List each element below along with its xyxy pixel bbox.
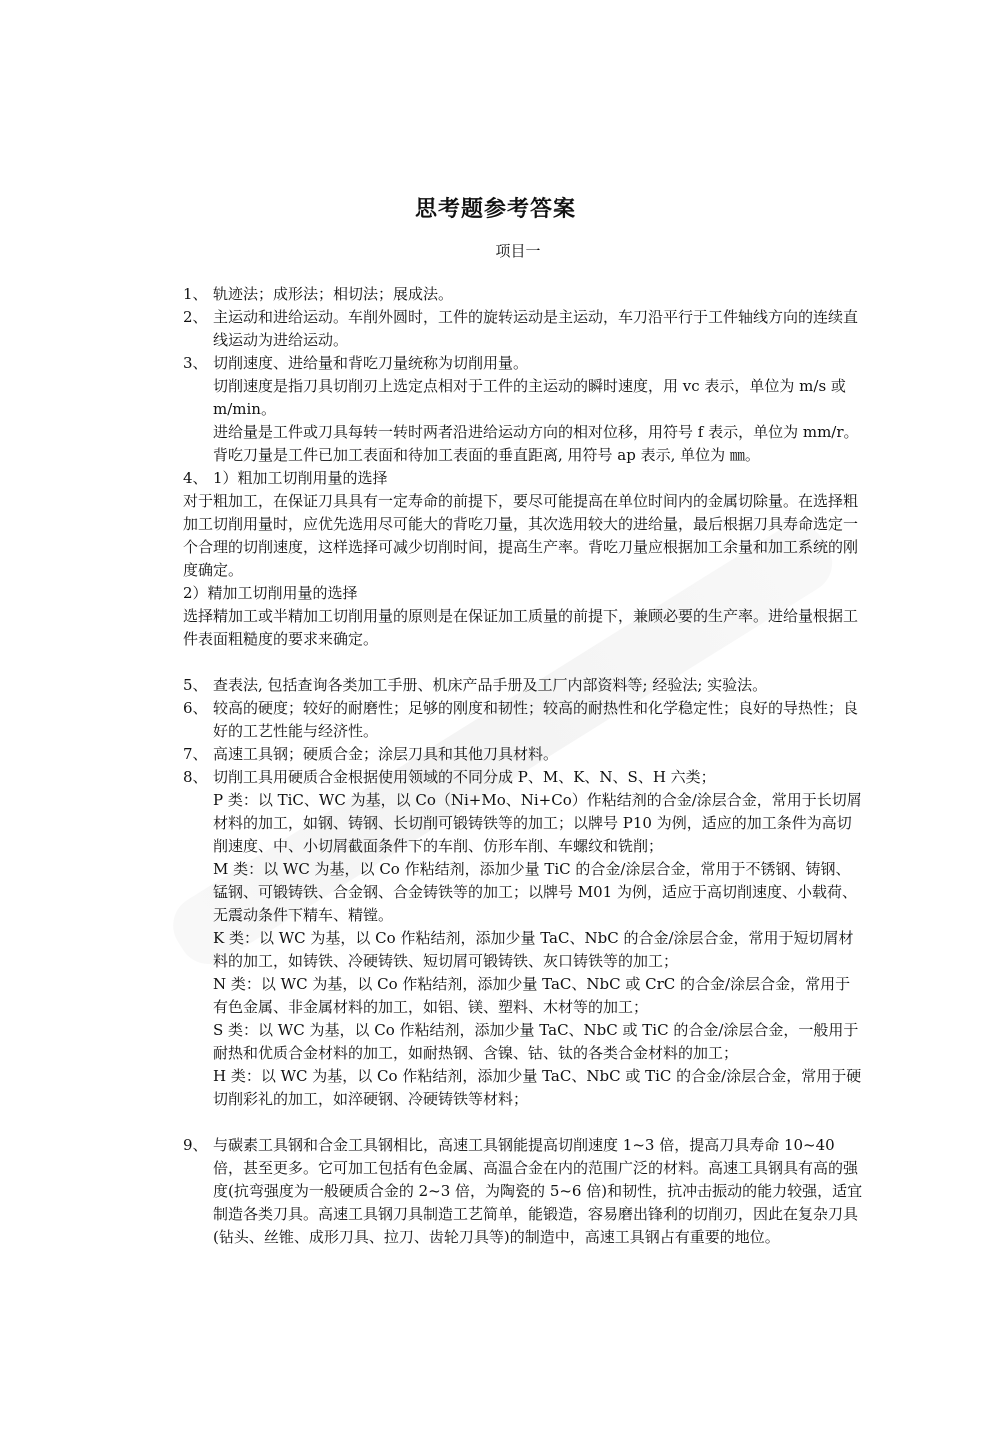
item-number: 1、 bbox=[183, 285, 208, 303]
feed-paragraph: 进给量是工件或刀具每转一转时两者沿进给运动方向的相对位移，用符号 f 表示，单位为 mm/r。 bbox=[213, 423, 859, 441]
class-h-paragraph: H 类：以 WC 为基，以 Co 作粘结剂，添加少量 TaC、NbC 或 TiC 的合金/涂层合金，常用于硬切削彩礼的加工，如淬硬钢、冷硬铸铁等材料； bbox=[213, 1067, 862, 1108]
item-text: 与碳素工具钢和合金工具钢相比，高速工具钢能提高切削速度 1~3 倍，提高刀具寿命 10~40 倍，甚至更多。它可加工包括有色金属、高温合金在内的范围广泛的材料。高速工具钢具有高的强度(抗弯强度为一般硬质合金的 2~3 倍，为陶瓷的 5~6 倍)和韧性，抗冲击振动的能力较强，适宜制造各类刀具。高速工具钢刀具制造工艺简单，能锻造，容易磨出锋利的切削刃，因此在复杂刀具(钻头、丝锥、成形刀具、拉刀、齿轮刀具等)的制造中，高速工具钢占有重要的地位。 bbox=[213, 1136, 863, 1246]
answer-item-6 bbox=[183, 697, 863, 743]
answer-item-8 bbox=[183, 766, 863, 1111]
page-title: 思考题参考答案 bbox=[414, 197, 576, 222]
answer-item-7 bbox=[183, 743, 863, 766]
answer-item-4 bbox=[183, 467, 863, 490]
item-text: 主运动和进给运动。车削外圆时，工件的旋转运动是主运动，车刀沿平行于工件轴线方向的连续直线运动为进给运动。 bbox=[213, 308, 859, 349]
class-k-paragraph: K 类：以 WC 为基，以 Co 作粘结剂，添加少量 TaC、NbC 的合金/涂层合金，常用于短切屑材料的加工，如铸铁、冷硬铸铁、短切屑可锻铸铁、灰口铸铁等的加工； bbox=[213, 929, 854, 970]
item-number: 2、 bbox=[183, 308, 208, 326]
rough-heading: 1）粗加工切削用量的选择 bbox=[213, 469, 388, 487]
item-text: 查表法, 包括查询各类加工手册、机床产品手册及工厂内部资料等; 经验法; 实验法。 bbox=[213, 676, 768, 694]
class-n-paragraph: N 类：以 WC 为基，以 Co 作粘结剂，添加少量 TaC、NbC 或 CrC 的合金/涂层合金，常用于有色金属、非金属材料的加工，如铝、镁、塑料、木材等的加工； bbox=[213, 975, 851, 1016]
item-number: 3、 bbox=[183, 354, 208, 372]
class-m-paragraph: M 类：以 WC 为基，以 Co 作粘结剂，添加少量 TiC 的合金/涂层合金，常用于不锈钢、铸钢、锰钢、可锻铸铁、合金钢、合金铸铁等的加工；以牌号 M01 为例，适应于高切削速度、小载荷、无震动条件下精车、精镗。 bbox=[213, 860, 857, 924]
item-number: 7、 bbox=[183, 745, 208, 763]
answer-item-5 bbox=[183, 674, 863, 697]
item-number: 9、 bbox=[183, 1136, 208, 1154]
class-s-paragraph: S 类：以 WC 为基，以 Co 作粘结剂，添加少量 TaC、NbC 或 TiC 的合金/涂层合金，一般用于耐热和优质合金材料的加工，如耐热钢、含镍、钴、钛的各类合金材料的加工； bbox=[213, 1021, 859, 1062]
item-number: 8、 bbox=[183, 768, 208, 786]
answer-item-2 bbox=[183, 306, 863, 352]
item-number: 5、 bbox=[183, 676, 208, 694]
section-subtitle: 项目一 bbox=[495, 242, 541, 260]
finish-paragraph: 选择精加工或半精加工切削用量的原则是在保证加工质量的前提下，兼顾必要的生产率。进给量根据工件表面粗糙度的要求来确定。 bbox=[183, 607, 859, 648]
item-text: 较高的硬度；较好的耐磨性；足够的刚度和韧性；较高的耐热性和化学稳定性；良好的导热性；良好的工艺性能与经济性。 bbox=[213, 699, 859, 740]
rough-paragraph: 对于粗加工，在保证刀具具有一定寿命的前提下，要尽可能提高在单位时间内的金属切除量。在选择粗加工切削用量时，应优先选用尽可能大的背吃刀量，其次选用较大的进给量，最后根据刀具寿命选定一个合理的切削速度，这样选择可减少切削时间，提高生产率。背吃刀量应根据加工余量和加工系统的刚度确定。 bbox=[183, 492, 859, 579]
item-number: 4、 bbox=[183, 469, 208, 487]
answer-item-9 bbox=[183, 1134, 863, 1249]
class-p-paragraph: P 类：以 TiC、WC 为基，以 Co（Ni+Mo、Ni+Co）作粘结剂的合金/涂层合金，常用于长切屑材料的加工，如钢、铸钢、长切削可锻铸铁等的加工；以牌号 P10 为例，适应的加工条件为高切削速度、中、小切屑截面条件下的车削、仿形车削、车螺纹和铣削； bbox=[213, 791, 862, 855]
depth-of-cut-paragraph: 背吃刀量是工件已加工表面和待加工表面的垂直距离, 用符号 ap 表示, 单位为 ㎜。 bbox=[213, 446, 760, 464]
answer-item-3 bbox=[183, 352, 863, 467]
answer-item-1 bbox=[183, 283, 863, 306]
item-text: 高速工具钢；硬质合金；涂层刀具和其他刀具材料。 bbox=[213, 745, 559, 763]
finish-heading: 2）精加工切削用量的选择 bbox=[183, 584, 358, 602]
item-text: 轨迹法；成形法；相切法；展成法。 bbox=[213, 285, 454, 303]
item-number: 6、 bbox=[183, 699, 208, 717]
answer-list bbox=[183, 283, 863, 1249]
item-text: 切削速度、进给量和背吃刀量统称为切削用量。 bbox=[213, 354, 529, 372]
cutting-speed-paragraph: 切削速度是指刀具切削刃上选定点相对于工件的主运动的瞬时速度，用 vc 表示，单位为 m/s 或 m/min。 bbox=[213, 377, 846, 418]
item-text: 切削工具用硬质合金根据使用领域的不同分成 P、M、K、N、S、H 六类； bbox=[213, 768, 716, 786]
